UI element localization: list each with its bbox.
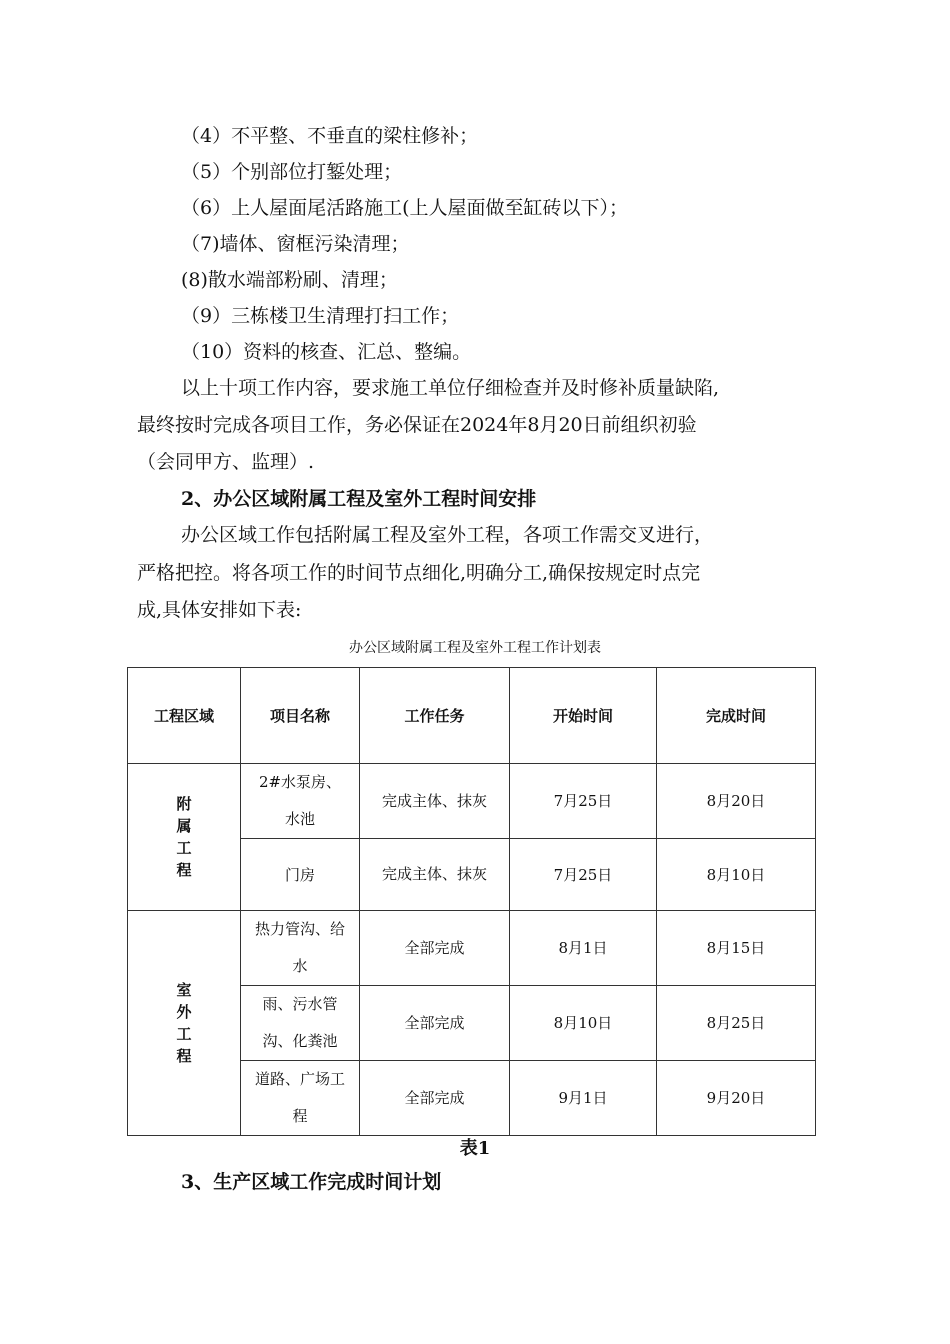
region-label: 附属工程: [176, 795, 192, 879]
project-name: 雨、污水管沟、化粪池: [262, 995, 338, 1050]
table-row: [128, 911, 816, 986]
header-end-time: 完成时间: [657, 668, 816, 764]
start-time-cell: 8月10日: [510, 986, 657, 1061]
header-project-name: 项目名称: [241, 668, 360, 764]
task-cell: [360, 839, 510, 911]
region-label: 室外工程: [176, 981, 192, 1065]
start-time-cell: 7月25日: [510, 764, 657, 839]
project-name: 热力管沟、给水: [254, 920, 345, 975]
list-item-10: （10）资料的核查、汇总、整编。: [181, 341, 472, 363]
end-time-cell: 8月15日: [657, 911, 816, 986]
project-name: 2#水泵房、水池: [258, 773, 342, 828]
header-task: 工作任务: [360, 668, 510, 764]
section-2-heading: 2、办公区域附属工程及室外工程时间安排: [181, 488, 537, 510]
project-name: 道路、广场工程: [254, 1070, 345, 1125]
task-cell: 全部完成: [360, 1061, 510, 1136]
project-name-cell: 门房: [241, 839, 360, 911]
summary-line-1: 以上十项工作内容，要求施工单位仔细检查并及时修补质量缺陷,: [181, 377, 720, 399]
summary-line-2: 最终按时完成各项目工作，务必保证在2024年8月20日前组织初验: [137, 414, 697, 436]
start-time-cell: 8月1日: [510, 911, 657, 986]
table-caption: 办公区域附属工程及室外工程工作计划表: [349, 640, 601, 656]
list-item-6: （6）上人屋面尾活路施工(上人屋面做至缸砖以下）；: [181, 197, 629, 219]
project-name-cell: [241, 986, 360, 1061]
list-item-8: (8)散水端部粉刷、清理；: [181, 269, 398, 291]
region-cell: [128, 764, 241, 911]
header-start-time: 开始时间: [510, 668, 657, 764]
project-name-cell: [241, 911, 360, 986]
section-2-line-1: 办公区域工作包括附属工程及室外工程，各项工作需交叉进行，: [181, 524, 714, 546]
end-time-cell: 8月10日: [657, 839, 816, 911]
start-time-cell: 7月25日: [510, 839, 657, 911]
end-time-cell: 9月20日: [657, 1061, 816, 1136]
section-2-line-2: 严格把控。将各项工作的时间节点细化,明确分工,确保按规定时点完: [137, 562, 701, 584]
project-name-cell: [241, 1061, 360, 1136]
end-time-cell: 8月25日: [657, 986, 816, 1061]
task-cell: [360, 764, 510, 839]
task: 完成主体、抹灰: [381, 791, 487, 810]
list-item-9: （9）三栋楼卫生清理打扫工作；: [181, 305, 460, 327]
table-row: [128, 764, 816, 839]
table-label: 表1: [459, 1138, 491, 1159]
task: 完成主体、抹灰: [381, 865, 487, 883]
summary-line-3: （会同甲方、监理）.: [137, 451, 315, 473]
region-cell: [128, 911, 241, 1136]
section-2-line-3: 成,具体安排如下表:: [137, 599, 302, 621]
work-plan-table: [127, 667, 816, 1136]
list-item-4: （4）不平整、不垂直的梁柱修补；: [181, 125, 479, 147]
task-cell: 全部完成: [360, 986, 510, 1061]
project-name-cell: [241, 764, 360, 839]
header-region: 工程区域: [128, 668, 241, 764]
end-time-cell: 8月20日: [657, 764, 816, 839]
list-item-5: （5）个别部位打錾处理；: [181, 161, 403, 183]
section-3-heading: 3、生产区域工作完成时间计划: [181, 1171, 442, 1193]
list-item-7: （7)墙体、窗框污染清理；: [181, 233, 410, 255]
table-header-row: [128, 668, 816, 764]
task-cell: 全部完成: [360, 911, 510, 986]
start-time-cell: 9月1日: [510, 1061, 657, 1136]
